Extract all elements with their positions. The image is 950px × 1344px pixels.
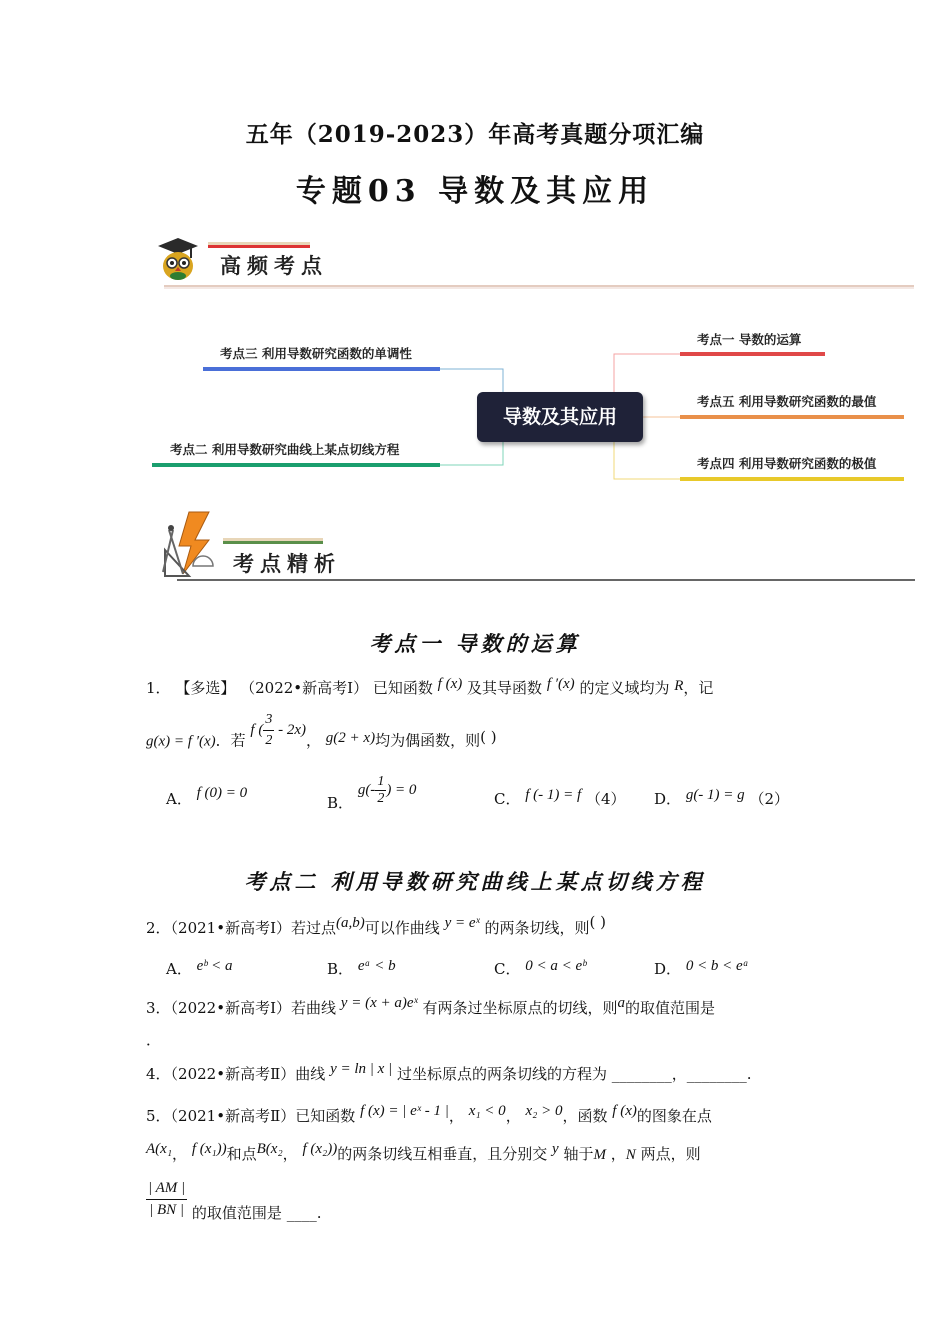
option-tail: （2） [749, 790, 789, 808]
underline-right-3 [680, 477, 904, 481]
answer-bracket: ( ) [589, 913, 607, 931]
question-text: 过坐标原点的两条切线的方程为 [396, 1065, 607, 1083]
topic-title: 专题03 导数及其应用 [295, 174, 655, 209]
question-text: ．若 [215, 731, 246, 750]
math-expression: a [617, 995, 626, 1011]
math-expression: A(x₁ [146, 1141, 173, 1157]
question-text: 均为偶函数，则 [375, 731, 481, 750]
math-expression: x₂ > 0 [525, 1103, 563, 1119]
question-text: ，函数 [562, 1107, 608, 1125]
question-3-end: ． [146, 1031, 162, 1049]
question-source: （2022•新高考Ⅰ） [240, 679, 369, 697]
banner-label: 高频考点 [220, 253, 328, 278]
math-expression: f ′(x) [546, 676, 575, 692]
math-expression [250, 712, 306, 748]
option-a [166, 958, 232, 979]
graduate-owl-icon [156, 236, 200, 282]
banner-label: 考点精析 [233, 551, 341, 576]
math-expression: f (x) [612, 1103, 637, 1119]
math-expression: x₁ < 0 [468, 1103, 506, 1119]
question-text: 两点，则 [640, 1145, 701, 1163]
question-number: 3． [146, 999, 171, 1017]
question-text: 若曲线 [291, 999, 337, 1017]
center-node-label: 导数及其应用 [502, 406, 617, 428]
fraction-am-bn [146, 1178, 187, 1221]
math-expression: M [593, 1147, 606, 1163]
mind-map-node-left-1: 考点三 利用导数研究函数的单调性 [220, 346, 412, 361]
question-source: （2021•新高考Ⅱ） [170, 1107, 296, 1125]
banner-high-frequency [150, 232, 920, 292]
math-expression: R [674, 678, 684, 694]
question-2 [146, 913, 607, 940]
fraction-numerator: | AM | [146, 1178, 187, 1200]
math-expression: (a,b) [336, 915, 365, 931]
underline-left-2 [152, 463, 440, 467]
question-text: 已知函数 [295, 1107, 356, 1125]
question-text: ， [172, 1145, 188, 1163]
question-text: 若过点 [291, 919, 337, 937]
fraction-denominator: 2 [265, 732, 273, 748]
fraction [375, 774, 386, 807]
underline-right-1 [680, 352, 825, 356]
option-math: eᵇ < a [196, 958, 233, 974]
math-expression: y = eˣ [444, 915, 480, 931]
mind-map-node-right-1: 考点一 导数的运算 [697, 332, 802, 347]
fraction-denominator: 2 [377, 791, 385, 806]
fraction-numerator: 1 [377, 774, 385, 789]
question-source: （2021•新高考Ⅰ） [170, 919, 291, 937]
option-key: D． [654, 960, 682, 978]
question-text: 及其导函数 [467, 679, 543, 697]
underline-right-2 [680, 415, 904, 419]
question-5-line-3 [146, 1178, 322, 1221]
fraction-numerator: 3 [263, 710, 274, 731]
math-part: g(- [357, 781, 376, 798]
question-text: 的两条切线互相垂直，且分别交 [337, 1145, 548, 1163]
option-math: g(- 1) = g [685, 787, 745, 803]
option-b [327, 958, 396, 979]
question-source: （2022•新高考Ⅱ） [170, 1065, 296, 1083]
option-a [166, 785, 248, 809]
option-key: B． [327, 960, 354, 978]
question-source: （2022•新高考Ⅰ） [170, 999, 291, 1017]
question-1-line-2 [146, 712, 497, 762]
mind-map-node-left-2: 考点二 利用导数研究曲线上某点切线方程 [170, 442, 400, 457]
fraction [263, 710, 274, 750]
question-number: 4． [146, 1065, 171, 1083]
option-key: C． [494, 790, 521, 808]
question-text: 有两条过坐标原点的切线，则 [422, 999, 618, 1017]
math-expression: y = (x + a)eˣ [340, 995, 418, 1011]
option-key: A． [166, 960, 192, 978]
option-b [327, 774, 417, 812]
math-expression: f (x) = | eˣ - 1 | [360, 1103, 449, 1119]
math-expression: g(2 + x) [325, 729, 376, 746]
question-text: 已知函数 [372, 679, 433, 697]
section-title-1: 考点一 导数的运算 [369, 631, 581, 656]
document-title: 五年（2019-2023）年高考真题分项汇编 [245, 121, 705, 148]
option-key: B． [327, 793, 354, 812]
option-tail: （4） [586, 790, 626, 808]
option-math: 0 < b < eᵃ [685, 958, 749, 974]
question-number: 2． [146, 919, 171, 937]
option-key: C． [494, 960, 521, 978]
question-text: 轴于 [563, 1145, 594, 1163]
fraction-denominator: | BN | [149, 1202, 185, 1218]
question-text: 的取值范围是 [625, 999, 716, 1017]
question-text: ， [505, 1107, 521, 1125]
question-1 [146, 678, 713, 700]
question-text: 的取值范围是 [191, 1203, 282, 1222]
blank-line: ____. [286, 1203, 322, 1222]
option-key: A． [166, 790, 192, 808]
mind-map [0, 300, 950, 500]
option-d [654, 958, 749, 979]
option-c [494, 958, 586, 979]
question-text: 的图象在点 [636, 1107, 712, 1125]
question-text: 的两条切线，则 [484, 919, 590, 937]
math-expression: g(x) = f ′(x) [146, 733, 216, 750]
option-math: 0 < a < eᵇ [525, 958, 587, 974]
question-text: 的定义域均为 [579, 679, 670, 697]
question-text: ， [448, 1107, 464, 1125]
option-d [654, 788, 789, 809]
question-tag: 【多选】 [175, 679, 236, 697]
math-expression: f (x) [437, 676, 463, 692]
option-math [357, 774, 417, 806]
question-number: 5． [146, 1107, 171, 1125]
ruler-compass-icon [159, 510, 221, 578]
math-expression: B(x₂ [256, 1141, 283, 1157]
option-math: f (- 1) = f [525, 787, 582, 803]
question-4 [146, 1061, 752, 1086]
question-text: ， [282, 1145, 298, 1163]
question-5 [146, 1103, 712, 1128]
math-expression: f (x₂)) [302, 1141, 338, 1157]
math-expression: y = ln | x | [330, 1061, 393, 1077]
option-math: f (0) = 0 [196, 785, 248, 801]
question-text: 和点 [226, 1145, 257, 1163]
answer-bracket: ( ) [480, 727, 497, 746]
question-text: 可以作曲线 [364, 919, 440, 937]
math-part: f ( [250, 721, 264, 738]
banner-analysis [155, 508, 920, 586]
math-expression: y [552, 1141, 559, 1157]
question-3 [146, 995, 716, 1020]
option-math: eᵃ < b [357, 958, 396, 974]
question-number: 1． [146, 679, 171, 697]
question-text: 曲线 [295, 1065, 326, 1083]
option-c [494, 788, 626, 809]
option-key: D． [654, 790, 682, 808]
question-text: ，记 [683, 679, 714, 697]
mind-map-node-right-2: 考点五 利用导数研究函数的最值 [697, 394, 877, 409]
math-expression: f (x₁)) [191, 1141, 227, 1157]
underline-left-1 [203, 367, 440, 371]
section-title-2: 考点二 利用导数研究曲线上某点切线方程 [244, 869, 706, 894]
math-part: ) = 0 [386, 781, 417, 798]
math-expression: N [625, 1147, 636, 1163]
mind-map-node-right-3: 考点四 利用导数研究函数的极值 [697, 456, 877, 471]
mind-map-center-node [477, 392, 643, 442]
blank-lines: ________，________. [611, 1065, 752, 1083]
math-part: - 2x) [274, 721, 306, 738]
question-text: ， [306, 731, 322, 750]
question-text: ， [610, 1145, 626, 1163]
question-5-line-2 [146, 1141, 701, 1166]
